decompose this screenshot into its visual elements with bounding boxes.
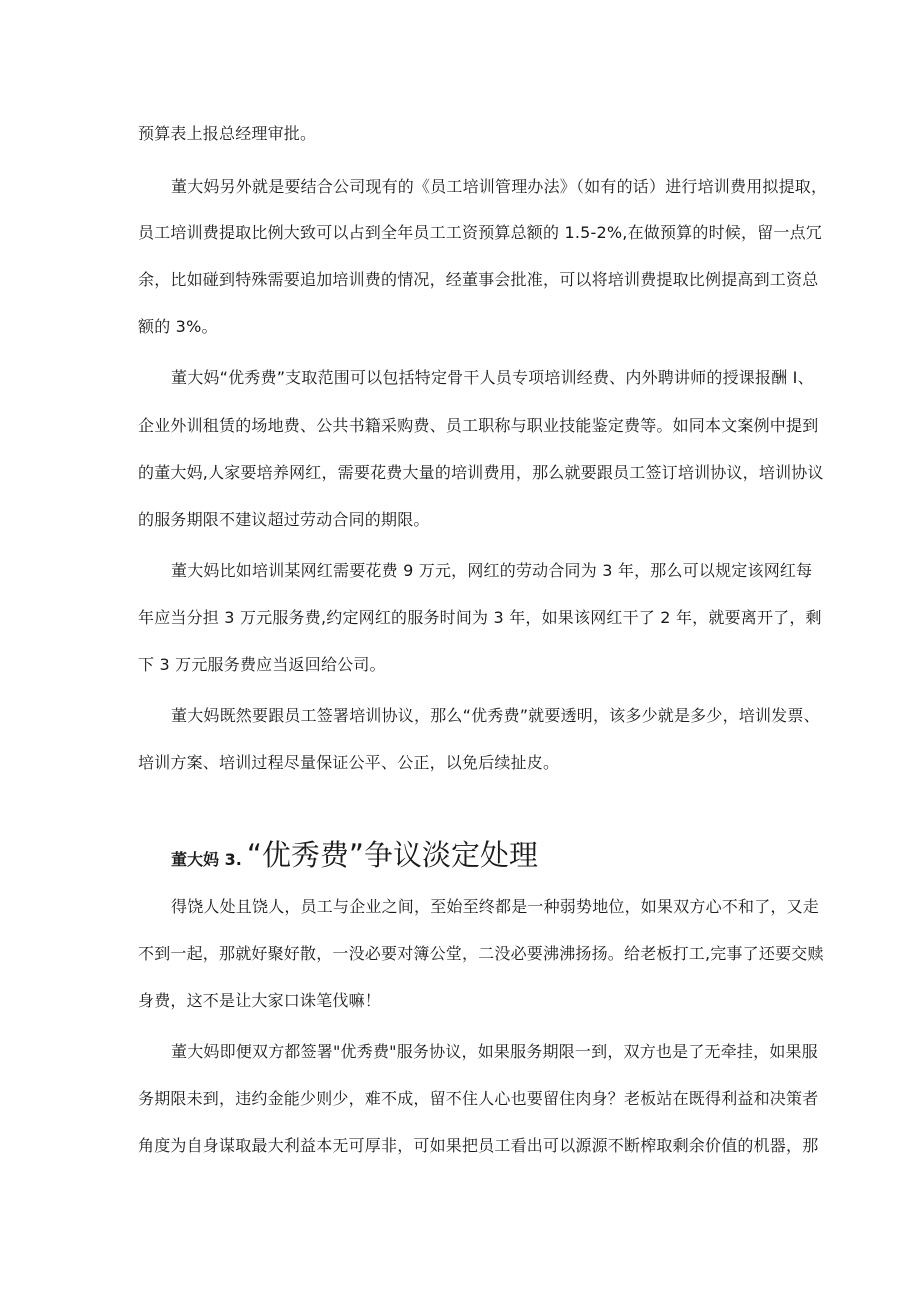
paragraph-line: 企业外训租赁的场地费、公共书籍采购费、员工职称与职业技能鉴定费等。如同本文案例中提到 [138, 416, 819, 435]
paragraph-line: 的服务期限不建议超过劳动合同的期限。 [138, 510, 430, 529]
paragraph-line: 董大妈即便双方都签署"优秀费"服务协议，如果服务期限一到，双方也是了无牵挂，如果服 [171, 1042, 818, 1061]
paragraph-line: 身费，这不是让大家口诛笔伐嘛！ [138, 991, 382, 1010]
paragraph-line: 余，比如碰到特殊需要追加培训费的情况，经董事会批准，可以将培训费提取比例提高到工资总 [138, 270, 819, 289]
section-heading-title: “优秀费”争议淡定处理 [246, 838, 538, 872]
paragraph-line: 不到一起，那就好聚好散，一没必要对簿公堂，二没必要沸沸扬扬。给老板打工,完事了还要交赎 [138, 944, 824, 963]
paragraph-line: 年应当分担 3 万元服务费,约定网红的服务时间为 3 年，如果该网红干了 2 年，就要离开了，剩 [138, 608, 822, 627]
section-heading-prefix: 董大妈 3. [171, 850, 242, 869]
paragraph-line: 董大妈比如培训某网红需要花费 9 万元，网红的劳动合同为 3 年，那么可以规定该网红每 [171, 561, 813, 580]
paragraph-line: 培训方案、培训过程尽量保证公平、公正，以免后续扯皮。 [138, 753, 560, 772]
paragraph-line: 预算表上报总经理审批。 [138, 124, 317, 143]
paragraph-line: 下 3 万元服务费应当返回给公司。 [138, 655, 386, 674]
paragraph-line: 角度为自身谋取最大利益本无可厚非，可如果把员工看出可以源源不断榨取剩余价值的机器，那 [138, 1136, 819, 1155]
paragraph-line: 董大妈“优秀费”支取范围可以包括特定骨干人员专项培训经费、内外聘讲师的授课报酬 I、 [171, 368, 814, 387]
paragraph-line: 董大妈既然要跟员工签署培训协议，那么“优秀费”就要透明，该多少就是多少，培训发票、 [171, 706, 820, 725]
section-heading [171, 833, 538, 874]
paragraph-line: 得饶人处且饶人，员工与企业之间，至始至终都是一种弱势地位，如果双方心不和了，又走 [171, 897, 820, 916]
paragraph-line: 员工培训费提取比例大致可以占到全年员工工资预算总额的 1.5-2%,在做预算的时候，留一点冗 [138, 223, 822, 242]
paragraph-line: 董大妈另外就是要结合公司现有的《员工培训管理办法》（如有的话）进行培训费用拟提取， [171, 177, 828, 196]
paragraph-line: 额的 3%。 [138, 317, 218, 336]
paragraph-line: 的董大妈,人家要培养网红，需要花费大量的培训费用，那么就要跟员工签订培训协议，培训协议 [138, 463, 824, 482]
paragraph-line: 务期限未到，违约金能少则少，难不成，留不住人心也要留住肉身？老板站在既得利益和决策者 [138, 1089, 819, 1108]
